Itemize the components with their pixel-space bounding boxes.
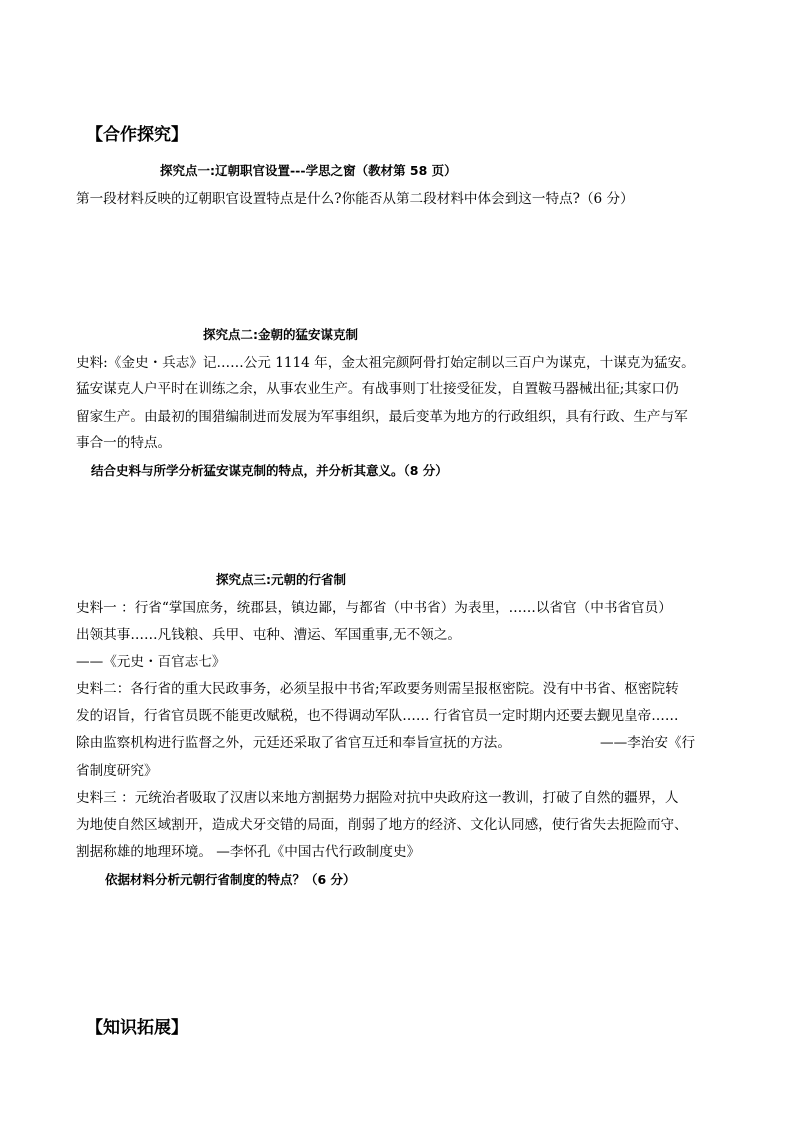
material-line: 留家生产。由最初的围猎编制进而发展为军事组织，最后变革为地方的行政组织，具有行政、生产与军 (76, 409, 688, 425)
material-line: 史料二：各行省的重大民政事务，必须呈报中书省;军政要务则需呈报枢密院。没有中书省、枢密院转 (76, 681, 679, 697)
inquiry-point-2-title: 探究点二:金朝的猛安谋克制 (203, 327, 358, 342)
inquiry-point-1-title: 探究点一:辽朝职官设置---学思之窗（教材第 58 页） (160, 163, 457, 178)
material-line: 除由监察机构进行监督之外，元廷还采取了省官互迁和奉旨宣抚的方法。 (76, 735, 511, 751)
material-line: 史料一 ：行省“掌国庶务，统郡县，镇边鄙，与都省（中书省）为表里，……以省官（中书省官员） (76, 600, 672, 616)
inquiry-point-3-title: 探究点三:元朝的行省制 (216, 572, 346, 587)
material-line: 史料:《金史・兵志》记……公元 1114 年，金太祖完颜阿骨打始定制以三百户为谋克，十谋克为猛安。 (76, 355, 695, 371)
material-line: 发的诏旨，行省官员既不能更改赋税，也不得调动军队…… 行省官员一定时期内还要去觐见皇帝…… (76, 708, 679, 724)
section-heading-cooperative-inquiry: 【合作探究】 (86, 125, 188, 145)
inquiry-point-2-question: 结合史料与所学分析猛安谋克制的特点，并分析其意义。（8 分） (91, 463, 448, 478)
material-line: 猛安谋克人户平时在训练之余，从事农业生产。有战事则丁壮接受征发，自置鞍马器械出征;其家口仍 (76, 381, 679, 397)
inquiry-point-3-question: 依据材料分析元朝行省制度的特点？（6 分） (105, 872, 356, 887)
section-heading-knowledge-extension: 【知识拓展】 (86, 1018, 188, 1038)
material-citation: ——李治安《行 (600, 735, 696, 751)
inquiry-point-1-question: 第一段材料反映的辽朝职官设置特点是什么?你能否从第二段材料中体会到这一特点?（6 分） (76, 191, 634, 207)
material-line: 为地使自然区域割开，造成犬牙交错的局面，削弱了地方的经济、文化认同感，使行省失去扼险而守、 (76, 817, 688, 833)
material-line: 割据称雄的地理环境。 —李怀孔《中国古代行政制度史》 (76, 844, 421, 860)
material-line: 事合一的特点。 (76, 435, 172, 451)
material-line: 出领其事……凡钱粮、兵甲、屯种、漕运、军国重事,无不领之。 (76, 627, 461, 643)
material-line: 史料三 ：元统治者吸取了汉唐以来地方割据势力据险对抗中央政府这一教训，打破了自然的疆界，人 (76, 790, 679, 806)
material-citation: ——《元史・百官志七》 (76, 654, 226, 670)
material-citation: 省制度研究》 (76, 763, 158, 779)
